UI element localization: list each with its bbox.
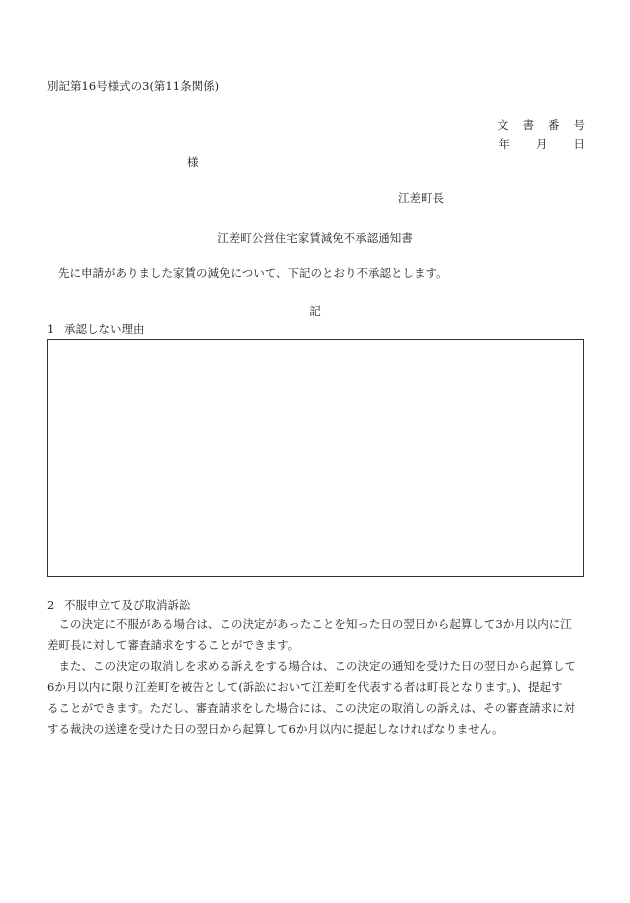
intro-text: 先に申請がありました家賃の減免について、下記のとおり不承認とします。 — [58, 266, 448, 280]
document-number-char: 文 — [497, 118, 509, 132]
issue-date — [499, 139, 586, 151]
section-2-paragraph-2 — [47, 656, 584, 740]
paragraph-line: 6か月以内に限り江差町を被告として(訴訟において江差町を代表する者は町長となります。)、提起す — [47, 680, 563, 694]
section-1-label: 承認しない理由 — [64, 322, 145, 336]
paragraph-line: 差町長に対して審査請求をすることができます。 — [47, 638, 300, 652]
section-1-heading — [47, 324, 145, 336]
section-1-number: 1 — [47, 322, 55, 336]
document-number — [497, 120, 585, 132]
section-2-paragraph-1 — [47, 614, 584, 656]
paragraph-line: また、この決定の取消しを求める訴えをする場合は、この決定の通知を受けた日の翌日から起算して — [58, 659, 576, 673]
reason-box — [47, 339, 584, 577]
section-2-label: 不服申立て及び取消訴訟 — [64, 598, 191, 612]
sender: 江差町長 — [398, 191, 444, 205]
form-label: 別記第16号様式の3(第11条関係) — [47, 79, 220, 93]
addressee-honorific: 様 — [187, 155, 199, 169]
document-number-char: 号 — [573, 118, 585, 132]
date-day-label: 日 — [573, 137, 585, 151]
document-number-char: 書 — [522, 118, 534, 132]
document-title: 江差町公営住宅家賃減免不承認通知書 — [217, 231, 413, 245]
ki-marker: 記 — [309, 304, 321, 318]
section-2-heading — [47, 600, 191, 612]
paragraph-line: ることができます。ただし、審査請求をした場合には、この決定の取消しの訴えは、その審査請求に対 — [47, 701, 576, 715]
section-2-number: 2 — [47, 598, 55, 612]
date-month-label: 月 — [536, 137, 548, 151]
paragraph-line: する裁決の送達を受けた日の翌日から起算して6か月以内に提起しなければなりません。 — [47, 722, 504, 736]
date-year-label: 年 — [498, 137, 510, 151]
document-number-char: 番 — [548, 118, 560, 132]
paragraph-line: この決定に不服がある場合は、この決定があったことを知った日の翌日から起算して3か月以内に江 — [58, 617, 572, 631]
